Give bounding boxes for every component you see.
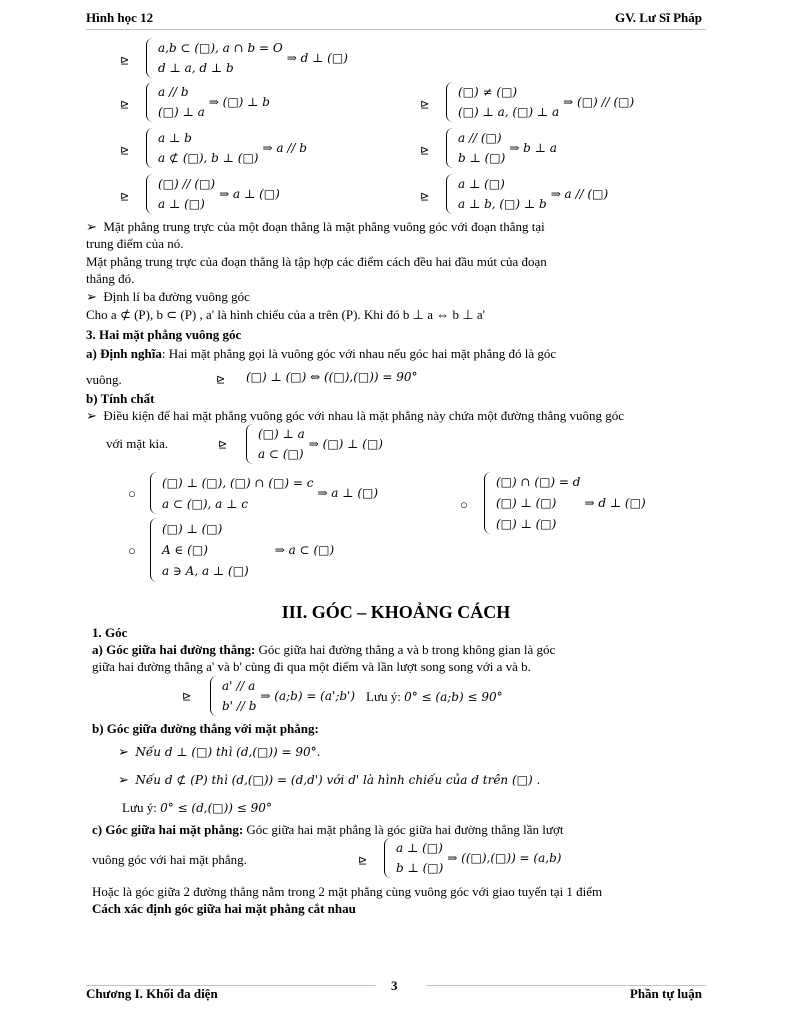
row-icon: ⊵ [120, 99, 130, 111]
luu-y-2: Lưu ý: 0° ≤ (d,(□)) ≤ 90° [122, 800, 272, 815]
tinh-chat: b) Tính chất [86, 391, 155, 406]
bullet-neu-2: ➢ Nếu d ⊄ (P) thì (d,(□)) = (d,d') với d' là hình chiếu của d trên (□) . [118, 772, 541, 787]
row-icon: ⊵ [420, 191, 430, 203]
bullet-mp-trung-truc: ➢ Mặt phẳng trung trực của một đoạn thẳng là mặt phẳng vuông góc với đoạn thẳng tại [86, 219, 545, 234]
goc-a: a) Góc giữa hai đường thẳng: Góc giữa hai đường thẳng a và b trong không gian là góc [92, 642, 556, 657]
dinh-nghia: a) Định nghĩa: Hai mặt phẳng gọi là vuông góc với nhau nếu góc hai mặt phẳng đó là góc [86, 346, 557, 361]
goc-c: c) Góc giữa hai mặt phẳng: Góc giữa hai mặt phẳng là góc giữa hai đường thẳng lần lượt [92, 822, 564, 837]
header-left: Hình học 12 [86, 10, 154, 25]
system-9: (□) ⊥ (□), (□) ∩ (□) = c a ⊂ (□), a ⊥ c ⇒ a ⊥ (□) [150, 472, 378, 514]
circle-bullet: ○ [128, 486, 136, 501]
system-7: a ⊥ (□) a ⊥ b, (□) ⊥ b ⇒ a // (□) [446, 174, 608, 214]
bullet-neu-1: ➢ Nếu d ⊥ (□) thì (d,(□)) = 90°. [118, 744, 321, 759]
system-1: a,b ⊂ (□), a ∩ b = O d ⊥ a, d ⊥ b ⇒ d ⊥ (□) [146, 38, 348, 78]
section-title: III. GÓC – KHOẢNG CÁCH [281, 602, 511, 622]
text-voi-mat-kia: với mặt kia. [106, 436, 169, 451]
circle-bullet: ○ [128, 543, 136, 558]
cach-xac-dinh: Cách xác định góc giữa hai mặt phẳng cắt nhau [92, 901, 356, 916]
row-icon: ⊵ [358, 855, 368, 867]
row-icon: ⊵ [420, 145, 430, 157]
circle-bullet: ○ [460, 497, 468, 512]
goc-a-line2: giữa hai đường thẳng a' và b' cùng đi qua một điểm và lần lượt song song với a và b. [92, 659, 531, 674]
formula-vuong: (□) ⊥ (□) ⇔ ((□),(□)) = 90° [246, 370, 418, 384]
text-line: thẳng đó. [86, 271, 135, 286]
system-12: a' // a b' // b ⇒ (a;b) = (a';b') [210, 676, 355, 716]
system-13: a ⊥ (□) b ⊥ (□) ⇒ ((□),(□)) = (a,b) [384, 838, 561, 878]
system-5: a // (□) b ⊥ (□) ⇒ b ⊥ a [446, 128, 557, 168]
text-line: trung điểm của nó. [86, 236, 184, 251]
system-8: (□) ⊥ a a ⊂ (□) ⇒ (□) ⊥ (□) [246, 424, 383, 464]
text-vuong-goc-hai-mp: vuông góc với hai mặt phẳng. [92, 852, 247, 867]
system-11: (□) ⊥ (□) A ∈ (□) a ∋ A, a ⊥ (□) ⇒ a ⊂ (□) [150, 518, 334, 582]
row-icon: ⊵ [218, 439, 228, 451]
row-icon: ⊵ [420, 99, 430, 111]
goc-heading: 1. Góc [92, 625, 128, 640]
row-icon: ⊵ [120, 145, 130, 157]
system-2: a // b (□) ⊥ a ⇒ (□) ⊥ b [146, 82, 270, 122]
page-number: 3 [391, 978, 398, 993]
bullet-ba-duong: ➢ Định lí ba đường vuông góc [86, 289, 250, 304]
system-6: (□) // (□) a ⊥ (□) ⇒ a ⊥ (□) [146, 174, 280, 214]
header-rule [86, 29, 706, 30]
footer-left: Chương I. Khối đa diện [86, 986, 218, 1001]
text-cho: Cho a ⊄ (P), b ⊂ (P) , a' là hình chiếu của a trên (P). Khi đó b ⊥ a ⇔ b ⊥ a' [86, 307, 485, 322]
system-3: (□) ≠ (□) (□) ⊥ a, (□) ⊥ a ⇒ (□) // (□) [446, 82, 634, 122]
row-icon: ⊵ [216, 374, 226, 386]
system-4: a ⊥ b a ⊄ (□), b ⊥ (□) ⇒ a // b [146, 128, 307, 168]
text-hoac: Hoặc là góc giữa 2 đường thẳng nằm trong 2 mặt phẳng cùng vuông góc với giao tuyến tại 1 điểm [92, 884, 603, 899]
luu-y-1: Lưu ý: 0° ≤ (a;b) ≤ 90° [366, 689, 503, 704]
row-icon: ⊵ [120, 55, 130, 67]
text-vuong: vuông. [86, 372, 122, 387]
bullet-dieu-kien: ➢ Điều kiện để hai mặt phẳng vuông góc với nhau là mặt phẳng này chứa một đường thẳng vuông góc [86, 408, 625, 423]
section-3-title: 3. Hai mặt phẳng vuông góc [86, 327, 242, 342]
footer-right: Phần tự luận [629, 986, 702, 1001]
system-10: (□) ∩ (□) = d (□) ⊥ (□) (□) ⊥ (□) ⇒ d ⊥ (□) [484, 472, 646, 534]
row-icon: ⊵ [120, 191, 130, 203]
text-line: Mặt phẳng trung trực của đoạn thẳng là tập hợp các điểm cách đều hai đầu mút của đoạn [86, 254, 547, 269]
row-icon: ⊵ [182, 691, 192, 703]
header-right: GV. Lư Sĩ Pháp [614, 10, 702, 25]
goc-b: b) Góc giữa đường thẳng với mặt phẳng: [92, 721, 319, 736]
